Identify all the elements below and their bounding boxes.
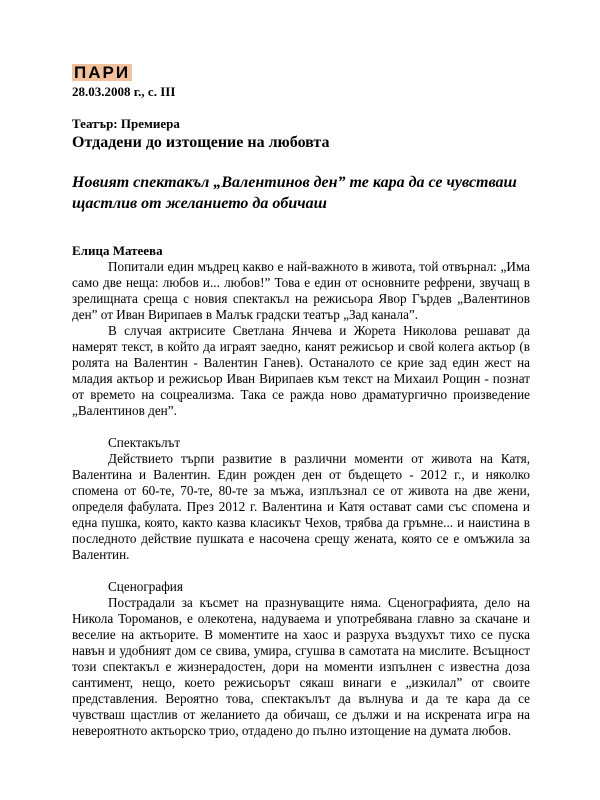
subsection-title-scenography: Сценография bbox=[108, 579, 183, 594]
article-author: Елица Матеева bbox=[72, 243, 163, 258]
section-label: Театър: Премиера bbox=[72, 116, 180, 131]
publication-date: 28.03.2008 г., с. III bbox=[72, 84, 176, 99]
body-paragraph: Действието търпи развитие в различни моменти от живота на Катя, Валентина и Валентин. Един рожден ден от бъдещето - 2012 г., и няколко спомена от 60-те, 70-те, 80-те за мъжа, изплъзнал се от живота на две жени, определя фабулата. През 2012 г. Валентина и Катя остават сами със спомена и една пушка, която, както казва класикът Чехов, трябва да гръмне... и наистина в последното действие пушката е насочена срещу жената, която се е омъжила за Валентин. bbox=[72, 451, 530, 562]
intro-paragraph: В случая актрисите Светлана Янчева и Жорета Николова решават да намерят текст, в който да играят заедно, канят режисьор и свой колега актьор (в ролята на Валентин - Валентин Ганев). Останалото се крие зад един жест на младия актьор и режисьор Иван Вирипаев към текст на Михаил Рощин - познат от времето на соцреализма. Така се ражда ново драматургично произведение „Валентинов ден”. bbox=[72, 323, 530, 418]
body-paragraph: Пострадали за късмет на празнуващите няма. Сценографията, дело на Никола Тороманов, е олекотена, надуваема и употребявана главно за скачане и веселие на актьорите. В моментите на хаос и разруха въздухът тихо се пуска навън и удобният дом се свива, умира, сгушва в самотата на мислите. Всъщност този спектакъл е жизнерадостен, дори на моменти изпълнен с известна доза сантимент, нещо, което режисьорът сякаш винаги е „изкилал” от своите представления. Вероятно това, спектакълът да вълнува и да те кара да се чувстваш щастлив от желанието да обичаш, се дължи и на искрената игра на невероятното актьорско трио, отдадено до пълно изтощение на думата любов. bbox=[72, 595, 530, 738]
subsection-title-spectacle: Спектакълът bbox=[108, 435, 181, 450]
publication-logo: ПАРИ bbox=[74, 63, 131, 82]
article-page bbox=[72, 64, 530, 739]
intro-paragraph: Попитали един мъдрец какво е най-важното в живота, той отвърнал: „Има само две неща: любов и... любов!” Това е един от основните рефрени, звучащ в зрелищната среща с новия спектакъл на режисьора Явор Гърдев „Валентинов ден” от Иван Вирипаев в Малък градски театър „Зад канала”. bbox=[72, 259, 530, 322]
article-subheadline: Новият спектакъл „Валентинов ден” те кара да се чувстваш щастлив от желанието да обичаш bbox=[72, 174, 517, 212]
article-headline: Отдадени до изтощение на любовта bbox=[72, 134, 330, 151]
